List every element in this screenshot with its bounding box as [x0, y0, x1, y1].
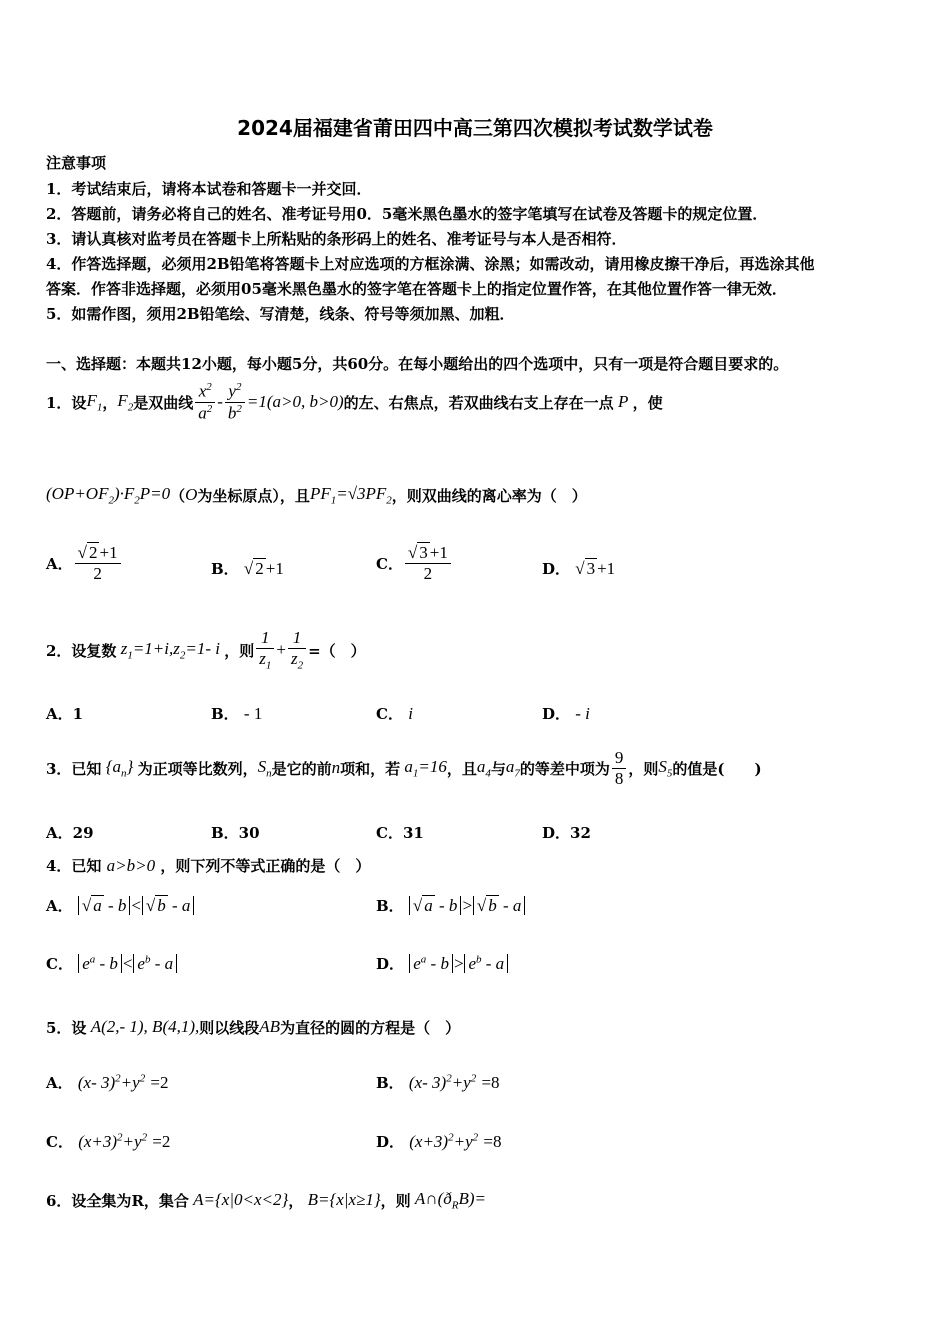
option-label: B． [376, 1074, 404, 1092]
text: =（ ） [308, 641, 366, 660]
option-a[interactable]: A．29 [46, 824, 94, 842]
math-rhs: =2 [152, 1132, 171, 1151]
option-c[interactable] [376, 703, 413, 724]
math-set-b: B={x|x≥1} [303, 1190, 381, 1209]
text: 为直径的圆的方程是（ ） [280, 1018, 461, 1037]
question-1-condition [46, 480, 587, 510]
option-label: A． [46, 897, 73, 915]
option-b[interactable] [211, 703, 262, 724]
option-label: D． [542, 560, 571, 578]
option-label: C． [376, 554, 403, 573]
text: 与 [490, 759, 506, 778]
math-fraction: $\frac{1}{z_2}$ [288, 628, 306, 672]
text: ， [288, 1191, 304, 1210]
math-equation: (x- $3)^2+y^2$ [408, 1072, 477, 1092]
question-number: 2．设复数 [46, 641, 117, 660]
math-inequality: √ a - b > √ b - a [409, 896, 526, 915]
text: 是双曲线 [133, 393, 194, 412]
option-label: D． [376, 1133, 405, 1151]
math-points: A(2,- 1), B(4,1), [86, 1017, 200, 1036]
math-a7: $a_7$ [505, 756, 520, 780]
option-d[interactable] [376, 953, 508, 974]
math-vector-expression: $(OP+OF_2)\cdot F_2P=0$ [46, 483, 171, 507]
math-pf-relation: $PF_1=√3PF_2$ [309, 483, 392, 507]
option-b[interactable] [376, 1072, 500, 1093]
option-c[interactable] [46, 953, 177, 974]
text: 的值是( ) [672, 759, 762, 778]
math-equation: $(x+3)^2+y^2$ [78, 1131, 148, 1151]
option-b[interactable] [211, 558, 284, 579]
question-2 [46, 624, 366, 676]
math-rhs: =8 [481, 1073, 500, 1092]
option-c[interactable]: C．31 [376, 824, 424, 842]
text: ，使 [632, 393, 663, 412]
math-a4: $a_4$ [476, 756, 491, 780]
text: 为坐标原点），且 [197, 486, 310, 505]
text: ，则下列不等式正确的是（ ） [160, 857, 371, 875]
option-label: B． [211, 560, 239, 578]
text: （ [170, 486, 186, 505]
question-number: 5．设 [46, 1018, 87, 1037]
math-inequality: √ a - b < √ b - a [78, 896, 195, 915]
question-number: 3．已知 [46, 759, 102, 778]
math-n: n [331, 758, 341, 777]
math-fraction: $\frac{1}{z_1}$ [256, 628, 274, 672]
question-number: 4．已知 [46, 857, 102, 875]
option-label: D． [376, 955, 405, 973]
option-label: C． [46, 1133, 73, 1151]
math-expression: $A\cap(ð_RB)=$ [410, 1188, 486, 1212]
option-label: D． [542, 705, 571, 723]
math-operator: + [276, 640, 286, 659]
notice-item: 答案．作答非选择题，必须用05毫米黑色墨水的签字笔在答题卡上的指定位置作答，在其他位置作答一律无效． [46, 280, 787, 298]
math-ab: AB [259, 1017, 281, 1036]
notice-item: 2．答题前，请务必将自己的姓名、准考证号用0．5毫米黑色墨水的签字笔填写在试卷及答题卡的规定位置． [46, 205, 768, 223]
option-label: A．1 [46, 705, 84, 723]
math-a1: $a_1=16$ [400, 756, 447, 780]
text: ，且 [446, 759, 477, 778]
text: ，则双曲线的离心率为（ ） [391, 486, 587, 505]
math-inequality: $e^a - b < e^b - a$ [78, 954, 177, 973]
text: 为正项等比数列， [137, 759, 258, 778]
option-value: - i [575, 704, 590, 723]
option-d[interactable] [376, 1131, 501, 1152]
math-condition: a>b>0 [106, 856, 156, 875]
math-fraction: $\frac{9}{8}$ [612, 748, 627, 788]
math-set-a: A={x|0<x<2} [188, 1190, 289, 1209]
text: ，则 [628, 759, 659, 778]
text: 的左、右焦点，若双曲线右支上存在一点 [343, 393, 614, 412]
option-label: A． [46, 1074, 73, 1092]
math-rhs: =8 [483, 1132, 502, 1151]
math-equation: $(x+3)^2+y^2$ [409, 1131, 479, 1151]
text: ，则 [224, 641, 255, 660]
math-sn: $S_n$ [257, 756, 272, 780]
text: 项和，若 [340, 759, 401, 778]
question-6 [46, 1185, 486, 1215]
math-fraction: $\frac{x^2}{a^2}$ [195, 381, 215, 422]
question-number: 6．设全集为R，集合 [46, 1191, 189, 1210]
notice-item: 5．如需作图，须用2B铅笔绘、写清楚，线条、符号等须加黑、加粗． [46, 305, 515, 323]
text: ， [102, 393, 118, 412]
math-fraction: $\frac{y^2}{b^2}$ [225, 381, 245, 422]
question-4 [46, 855, 370, 876]
notice-heading: 注意事项 [46, 154, 107, 172]
math-s5: $S_5$ [658, 756, 673, 780]
notice-item: 4．作答选择题，必须用2B铅笔将答题卡上对应选项的方框涂满、涂黑；如需改动，请用橡皮擦干净后，再选涂其他 [46, 255, 815, 273]
option-label: A． [46, 554, 73, 573]
option-a[interactable] [46, 895, 194, 916]
math-fraction: $\frac{√ 2 +1}{2}$ [75, 543, 121, 583]
option-label: B． [211, 705, 239, 723]
math-equation: (x- $3)^2+y^2$ [77, 1072, 146, 1092]
question-3 [46, 740, 762, 796]
math-value: √ 2 +1 [243, 559, 284, 578]
option-a[interactable] [46, 703, 83, 724]
math-f1: $F_1$ [86, 390, 103, 414]
option-c[interactable] [46, 1131, 170, 1152]
notice-item: 1．考试结束后，请将本试卷和答题卡一并交回． [46, 180, 372, 198]
math-p: P [613, 392, 633, 411]
option-a[interactable] [46, 538, 123, 588]
notice-item: 3．请认真核对监考员在答题卡上所粘贴的条形码上的姓名、准考证号与本人是否相符． [46, 230, 627, 248]
option-d[interactable] [542, 558, 615, 579]
text: ，则 [380, 1191, 411, 1210]
option-value: - 1 [243, 704, 263, 723]
option-d[interactable] [542, 703, 590, 724]
math-f2: $F_2$ [117, 390, 134, 414]
page-title: 2024届福建省莆田四中高三第四次模拟考试数学试卷 [237, 116, 713, 140]
option-c[interactable] [376, 538, 453, 588]
math-inequality: $e^a - b > e^b - a$ [409, 954, 508, 973]
section-heading: 一、选择题：本题共12小题，每小题5分，共60分。在每小题给出的四个选项中，只有一项是符合题目要求的。 [46, 355, 789, 373]
math-operator: - [217, 392, 223, 411]
option-b[interactable]: B．30 [211, 824, 260, 842]
math-complex: $z_1=1+i,z_2=1-$ i [116, 638, 225, 662]
question-number: 1．设 [46, 393, 87, 412]
option-label: C． [46, 955, 73, 973]
option-value: i [408, 704, 413, 723]
text: 则以线段 [199, 1018, 260, 1037]
question-5 [46, 1012, 460, 1042]
math-rhs: =2 [150, 1073, 169, 1092]
math-value: √ 3 +1 [575, 559, 616, 578]
option-label: B． [376, 897, 404, 915]
math-condition: =1(a>0, b>0) [246, 392, 344, 411]
question-1 [46, 378, 663, 426]
option-a[interactable] [46, 1072, 169, 1093]
math-o: O [185, 485, 198, 504]
text: 的等差中项为 [519, 759, 610, 778]
option-d[interactable]: D．32 [542, 824, 591, 842]
math-sequence: $\{a_n\}$ [101, 756, 138, 780]
option-label: C． [376, 705, 403, 723]
text: 是它的前 [271, 759, 332, 778]
option-b[interactable] [376, 895, 525, 916]
math-fraction: $\frac{√ 3 +1}{2}$ [405, 543, 451, 583]
